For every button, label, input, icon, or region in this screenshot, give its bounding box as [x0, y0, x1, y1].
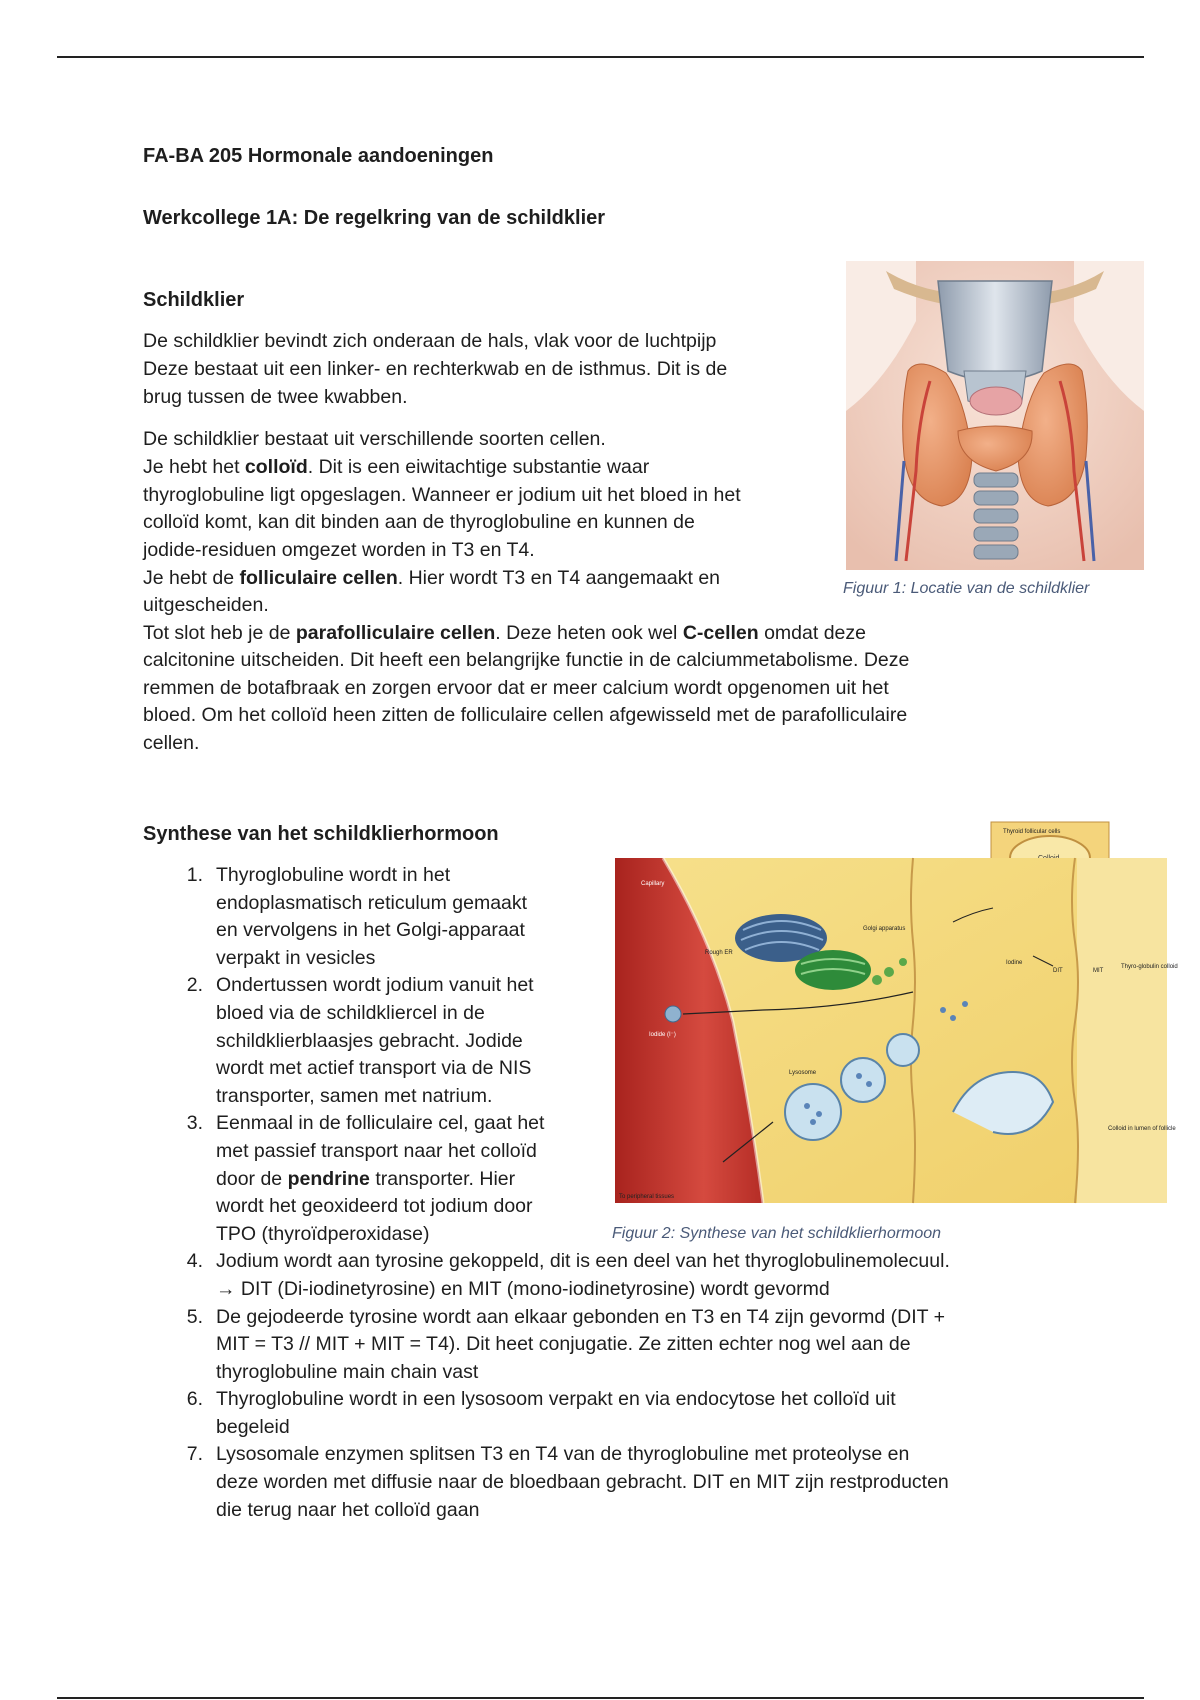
- synthesis-diagram: [613, 822, 1178, 1205]
- term-folliculaire-cellen: folliculaire cellen: [239, 567, 398, 589]
- label-golgi: Golgi apparatus: [863, 926, 906, 932]
- paragraph-line: Deze bestaat uit een linker- en rechterkwab en de isthmus. Dit is de: [143, 358, 728, 380]
- list-number: 7.: [186, 1443, 203, 1466]
- list-item: 2. Ondertussen wordt jodium vanuit het bloed via de schildkliercel in de schildklierblaasjes gebracht. Jodide wordt met actief transport via de NIS transporter, samen met natrium.: [216, 972, 950, 1110]
- term-colloid: colloïd: [244, 456, 308, 478]
- list-number: 5.: [186, 1305, 203, 1328]
- paragraph-line: De schildklier bevindt zich onderaan de hals, vlak voor de luchtpijp: [143, 330, 717, 352]
- label-capillary: Capillary: [641, 881, 665, 887]
- header-rule: [57, 56, 1144, 58]
- course-title: FA-BA 205 Hormonale aandoeningen: [143, 145, 494, 167]
- term-pendrine: pendrine: [287, 1167, 370, 1190]
- list-number: 4.: [186, 1250, 203, 1273]
- list-number: 1.: [186, 864, 203, 886]
- list-item: 1. Thyroglobuline wordt in het endoplasmatisch reticulum gemaakt en vervolgens in het Golgi-apparaat verpakt in vesicles: [216, 862, 950, 972]
- section-heading-synthese: Synthese van het schildklierhormoon: [143, 823, 499, 845]
- label-iodide: Iodide (I⁻): [649, 1032, 676, 1038]
- list-item: 5. De gejodeerde tyrosine wordt aan elkaar gebonden en T3 en T4 zijn gevormd (DIT + MIT = T3 // MIT + MIT = T4). Dit heet conjugatie. Ze zitten echter nog wel aan de thyroglobuline main chain vast: [216, 1304, 950, 1387]
- paragraph-line: Je hebt de folliculaire cellen. Hier wordt T3 en T4 aangemaakt en: [143, 567, 721, 589]
- list-number: 2.: [186, 974, 203, 997]
- list-item: 7. Lysosomale enzymen splitsen T3 en T4 van de thyroglobuline met proteolyse en deze worden met diffusie naar de bloedbaan gebracht. DIT en MIT zijn restproducten die terug naar het colloïd gaan: [216, 1441, 950, 1524]
- paragraph-line: cellen.: [143, 732, 200, 754]
- label-lysosome: Lysosome: [789, 1070, 817, 1076]
- label-thyroglobulin-colloid: Thyro-globulin colloid: [1121, 964, 1178, 970]
- list-item: 6. Thyroglobuline wordt in een lysosoom verpakt en via endocytose het colloïd uit begeleid: [216, 1386, 950, 1441]
- footer-rule: [57, 1697, 1144, 1699]
- paragraph-line: jodide-residuen omgezet worden in T3 en T4.: [143, 539, 535, 561]
- section-heading-schildklier: Schildklier: [143, 289, 245, 311]
- figure-2-caption: Figuur 2: Synthese van het schildklierhormoon: [612, 1225, 942, 1242]
- paragraph-line: Je hebt het colloïd. Dit is een eiwitachtige substantie waar: [143, 456, 650, 478]
- figure-hormone-synthesis: [613, 822, 1178, 1205]
- paragraph-line: remmen de botafbraak en zorgen ervoor dat er meer calcium wordt opgenomen uit het: [143, 677, 889, 699]
- list-number: 6.: [186, 1388, 203, 1411]
- label-colloid-lumen: Colloid in lumen of follicle: [1108, 1126, 1176, 1132]
- paragraph-line: uitgescheiden.: [143, 594, 269, 616]
- label-iodine: Iodine: [1006, 960, 1023, 966]
- paragraph-line: De schildklier bestaat uit verschillende soorten cellen.: [143, 428, 606, 450]
- term-c-cellen: C-cellen: [682, 622, 759, 644]
- paragraph-line: colloïd komt, kan dit binden aan de thyroglobuline en kunnen de: [143, 511, 695, 533]
- label-rough-er: Rough ER: [705, 950, 733, 956]
- label-peripheral: To peripheral tissues: [619, 1194, 675, 1200]
- figure-1-caption: Figuur 1: Locatie van de schildklier: [843, 580, 1090, 597]
- paragraph-line: brug tussen de twee kwabben.: [143, 386, 408, 408]
- list-item: 4. Jodium wordt aan tyrosine gekoppeld, dit is een deel van het thyroglobulinemolecuul. → DIT (Di-iodinetyrosine) en MIT (mono-iodinetyrosine) wordt gevormd: [216, 1248, 950, 1303]
- label-thyroid-follicular-cells: Thyroid follicular cells: [1003, 829, 1061, 835]
- list-number: 3.: [186, 1112, 203, 1135]
- paragraph-line: Tot slot heb je de parafolliculaire cellen. Deze heten ook wel C-cellen omdat deze: [143, 622, 866, 644]
- thyroid-illustration: [846, 261, 1144, 570]
- paragraph-line: thyroglobuline ligt opgeslagen. Wanneer er jodium uit het bloed in het: [143, 484, 741, 506]
- session-title: Werkcollege 1A: De regelkring van de schildklier: [143, 207, 606, 229]
- list-item: 3. Eenmaal in de folliculaire cel, gaat het met passief transport naar het colloïd door de pendrine transporter. Hier wordt het geoxideerd tot jodium door TPO (thyroïdperoxidase): [216, 1110, 950, 1248]
- paragraph-line: calcitonine uitscheiden. Dit heeft een belangrijke functie in de calciummetabolisme. Deze: [143, 649, 910, 671]
- label-dit: DIT: [1053, 968, 1063, 974]
- term-parafolliculaire-cellen: parafolliculaire cellen: [295, 622, 496, 644]
- paragraph-line: bloed. Om het colloïd heen zitten de folliculaire cellen afgewisseld met de parafolliculaire: [143, 704, 908, 726]
- label-mit: MIT: [1093, 968, 1104, 974]
- figure-thyroid-location: [846, 261, 1144, 570]
